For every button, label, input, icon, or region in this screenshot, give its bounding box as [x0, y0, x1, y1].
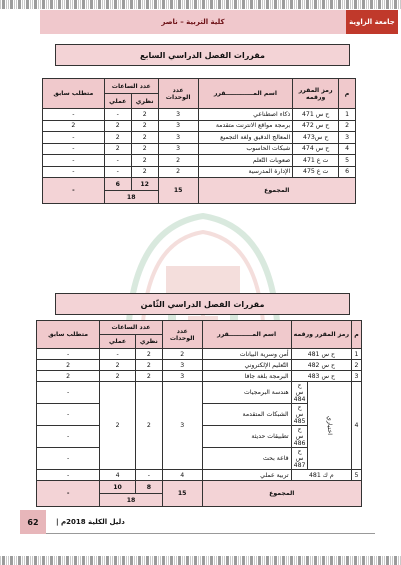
course-units: 4 [162, 470, 202, 481]
course-prereq: - [43, 155, 105, 167]
course-prereq: - [37, 470, 100, 481]
header-practical: عملي [100, 335, 136, 349]
guide-title: دليل الكلية 2018م | [56, 517, 125, 526]
header-units: عدد الوحدات [162, 321, 202, 349]
course-code: ح س 483 [291, 371, 351, 382]
elective-row [37, 382, 362, 404]
header-hours: عدد الساعات [100, 321, 163, 335]
row-num: 5 [352, 470, 362, 481]
course-code: ت ع 475 [293, 166, 339, 178]
course-name: قاعة بحث [202, 448, 291, 470]
course-code: ح س 471 [293, 109, 339, 121]
course-theory: 2 [131, 132, 158, 144]
table-row [43, 120, 356, 132]
header-num: م [339, 79, 356, 109]
semester-8-table [36, 320, 362, 507]
course-name: ذكاء اصطناعي [198, 109, 293, 121]
course-prereq: - [43, 132, 105, 144]
course-code: ح س 472 [293, 120, 339, 132]
course-prereq: - [43, 109, 105, 121]
semester-8-title: مقررات الفصل الدراسي الثّامن [55, 293, 350, 315]
course-practical: - [100, 349, 136, 360]
page-number: 62 [20, 510, 46, 534]
course-prereq: 2 [37, 371, 100, 382]
course-prereq: 2 [37, 360, 100, 371]
university-name: جامعة الزاوية [349, 18, 395, 26]
course-practical: 4 [100, 470, 136, 481]
total-units: 15 [162, 481, 202, 507]
course-code: ت ع 471 [293, 155, 339, 167]
course-practical: 2 [104, 132, 131, 144]
course-prereq: - [37, 349, 100, 360]
course-code: ح س 481 [291, 349, 351, 360]
table-row [37, 360, 362, 371]
course-theory: 2 [135, 360, 162, 371]
header-hours: عدد الساعات [104, 79, 158, 94]
header-theory: نظري [131, 94, 158, 109]
course-units: 2 [158, 166, 198, 178]
course-theory: - [135, 470, 162, 481]
course-units: 2 [162, 349, 202, 360]
course-prereq: - [37, 448, 100, 470]
total-label: المجموع [202, 481, 361, 507]
total-hours: 18 [104, 191, 158, 204]
course-prereq: - [43, 166, 105, 178]
course-name: تربية عملي [202, 470, 291, 481]
row-num: 1 [352, 349, 362, 360]
course-code: ح س 482 [291, 360, 351, 371]
header-code: رمز المقرر ورقمه [293, 79, 339, 109]
course-practical: - [104, 166, 131, 178]
course-name: المعالج الدقيق ولغة التجميع [198, 132, 293, 144]
total-label: المجموع [198, 178, 355, 204]
bottom-border-pattern [0, 556, 401, 565]
course-name: شبكات الحاسوب [198, 143, 293, 155]
course-practical: 2 [100, 382, 136, 470]
row-num: 4 [352, 382, 362, 470]
course-prereq: - [37, 426, 100, 448]
course-name: أمن وسرية البيانات [202, 349, 291, 360]
header-code: رمز المقرر ورقمه [291, 321, 351, 349]
total-practical: 6 [104, 178, 131, 191]
course-name: التّعليم الإلكتروني [202, 360, 291, 371]
course-practical: 2 [100, 360, 136, 371]
course-units: 3 [158, 120, 198, 132]
course-prereq: - [37, 404, 100, 426]
course-name: برمجة مواقع الانترنت متقدمة [198, 120, 293, 132]
table-row [43, 132, 356, 144]
course-theory: 2 [131, 166, 158, 178]
total-theory: 8 [135, 481, 162, 494]
course-code: ح س 486 [291, 426, 308, 448]
semester-7-table [42, 78, 356, 204]
course-prereq: - [37, 382, 100, 404]
university-banner [346, 10, 398, 34]
course-name: البرمجة بلغة جافا [202, 371, 291, 382]
row-num: 2 [339, 120, 356, 132]
semester-7-title: مقررات الفصل الدراسي السابع [55, 44, 350, 66]
page-header [40, 10, 398, 34]
course-code: ح س 474 [293, 143, 339, 155]
course-theory: 2 [135, 349, 162, 360]
course-units: 3 [162, 382, 202, 470]
course-code: ح س 484 [291, 382, 308, 404]
page-footer [20, 510, 375, 534]
course-name: الإدارة المدرسية [198, 166, 293, 178]
elective-label-text: اختياري [326, 416, 334, 435]
course-code: ح س 487 [291, 448, 308, 470]
header-theory: نظري [135, 335, 162, 349]
total-theory: 12 [131, 178, 158, 191]
course-practical: 2 [100, 371, 136, 382]
table-row [37, 349, 362, 360]
faculty-banner [40, 10, 346, 34]
course-practical: - [104, 109, 131, 121]
row-num: 3 [352, 371, 362, 382]
course-code: م ك 481 [291, 470, 351, 481]
total-prereq: - [37, 481, 100, 507]
total-row [43, 178, 356, 191]
header-units: عدد الوحدات [158, 79, 198, 109]
course-practical: - [104, 155, 131, 167]
course-practical: 2 [104, 143, 131, 155]
footer-guide [46, 510, 375, 534]
row-num: 4 [339, 143, 356, 155]
total-practical: 10 [100, 481, 136, 494]
course-theory: 2 [131, 120, 158, 132]
row-num: 5 [339, 155, 356, 167]
course-theory: 2 [135, 382, 162, 470]
header-name: اسم المـــــــــــــقرر [198, 79, 293, 109]
course-theory: 2 [131, 155, 158, 167]
course-practical: 2 [104, 120, 131, 132]
course-units: 3 [162, 371, 202, 382]
total-units: 15 [158, 178, 198, 204]
course-name: الشبكات المتقدمة [202, 404, 291, 426]
course-name: تطبيقات حديثة [202, 426, 291, 448]
faculty-name: كلية التربية – ناصر [161, 18, 225, 26]
course-prereq: 2 [43, 120, 105, 132]
table-row [43, 155, 356, 167]
total-prereq: - [43, 178, 105, 204]
header-name: اسم المـــــــــــقرر [202, 321, 291, 349]
table-row [43, 109, 356, 121]
header-prereq: متطلب سابق [37, 321, 100, 349]
elective-label [308, 382, 352, 470]
course-code: ح س 485 [291, 404, 308, 426]
course-units: 3 [162, 360, 202, 371]
table-row [37, 371, 362, 382]
course-theory: 2 [135, 371, 162, 382]
course-name: هندسة البرمجيات [202, 382, 291, 404]
header-num: م [352, 321, 362, 349]
course-units: 2 [158, 155, 198, 167]
header-practical: عملي [104, 94, 131, 109]
course-code: ح س473 [293, 132, 339, 144]
course-theory: 2 [131, 143, 158, 155]
course-units: 3 [158, 109, 198, 121]
total-row [37, 481, 362, 494]
table-row [37, 470, 362, 481]
table-row [43, 166, 356, 178]
row-num: 2 [352, 360, 362, 371]
course-units: 3 [158, 143, 198, 155]
header-prereq: متطلب سابق [43, 79, 105, 109]
course-units: 3 [158, 132, 198, 144]
top-border-pattern [0, 0, 401, 9]
row-num: 3 [339, 132, 356, 144]
course-name: صعوبات التّعلم [198, 155, 293, 167]
row-num: 6 [339, 166, 356, 178]
table-row [43, 143, 356, 155]
row-num: 1 [339, 109, 356, 121]
total-hours: 18 [100, 494, 163, 507]
course-prereq: - [43, 143, 105, 155]
course-theory: 2 [131, 109, 158, 121]
